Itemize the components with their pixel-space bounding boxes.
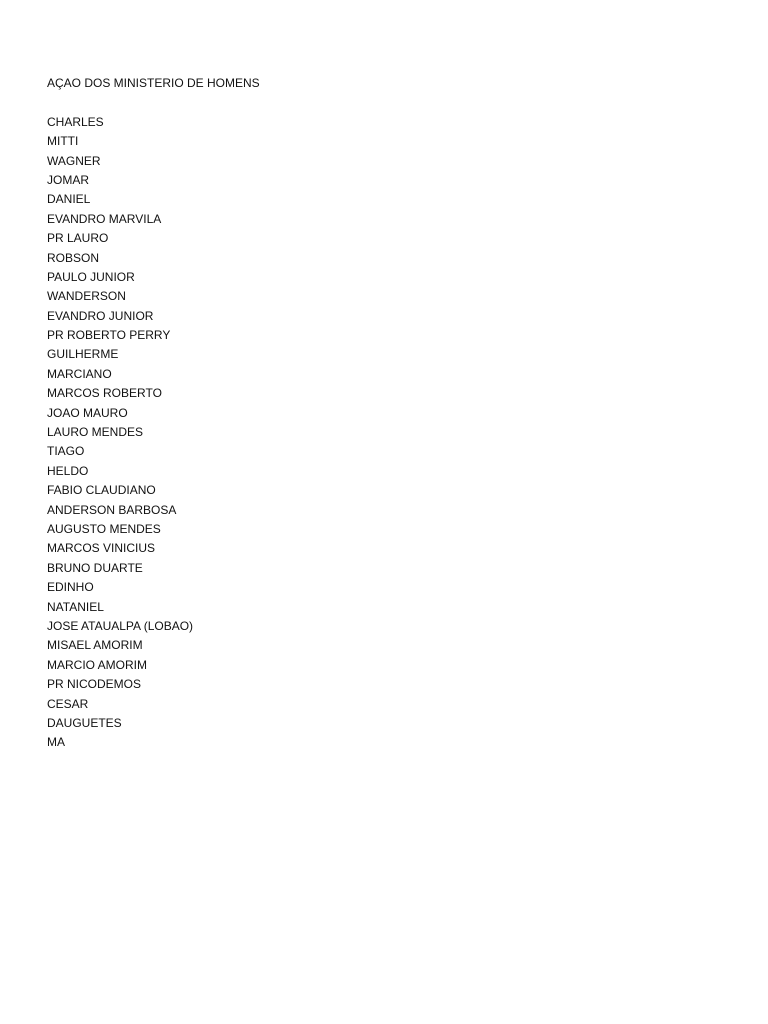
name-list-item: JOAO MAURO [47, 405, 128, 420]
name-list-item: NATANIEL [47, 599, 104, 614]
blank-line [47, 93, 260, 112]
name-list-item: LAURO MENDES [47, 425, 144, 440]
name-list-item: MARCIANO [47, 366, 112, 381]
name-list-item: WANDERSON [47, 289, 126, 304]
name-list-item: DANIEL [47, 192, 91, 207]
document-title: AÇAO DOS MINISTERIO DE HOMENS [47, 76, 260, 90]
name-list-item: JOMAR [47, 172, 89, 187]
name-list-item: EVANDRO JUNIOR [47, 308, 154, 323]
name-list-item: EDINHO [47, 580, 94, 595]
name-list-item: DAUGUETES [47, 715, 122, 730]
name-list-item: BRUNO DUARTE [47, 560, 143, 575]
name-list-item: PR NICODEMOS [47, 677, 142, 692]
name-list-item: PR ROBERTO PERRY [47, 328, 171, 343]
name-list-item: MISAEL AMORIM [47, 638, 143, 653]
name-list-item: CHARLES [47, 114, 104, 129]
document-body [47, 74, 260, 753]
name-list-item: MARCIO AMORIM [47, 657, 148, 672]
name-list-item: PR LAURO [47, 231, 109, 246]
name-list-item: WAGNER [47, 153, 101, 168]
name-list-item: MA [47, 735, 65, 750]
name-list-item: CESAR [47, 696, 89, 711]
name-list [47, 113, 260, 753]
name-list-item: MARCOS VINICIUS [47, 541, 156, 556]
name-list-item: EVANDRO MARVILA [47, 211, 162, 226]
name-list-item: HELDO [47, 463, 89, 478]
name-list-item: ANDERSON BARBOSA [47, 502, 177, 517]
name-list-item: JOSE ATAUALPA (LOBAO) [47, 618, 194, 633]
name-list-item: MARCOS ROBERTO [47, 386, 162, 401]
name-list-item: FABIO CLAUDIANO [47, 483, 156, 498]
name-list-item: PAULO JUNIOR [47, 269, 135, 284]
name-list-item: GUILHERME [47, 347, 119, 362]
name-list-item: AUGUSTO MENDES [47, 521, 161, 536]
name-list-item: TIAGO [47, 444, 85, 459]
name-list-item: MITTI [47, 134, 79, 149]
name-list-item: ROBSON [47, 250, 100, 265]
